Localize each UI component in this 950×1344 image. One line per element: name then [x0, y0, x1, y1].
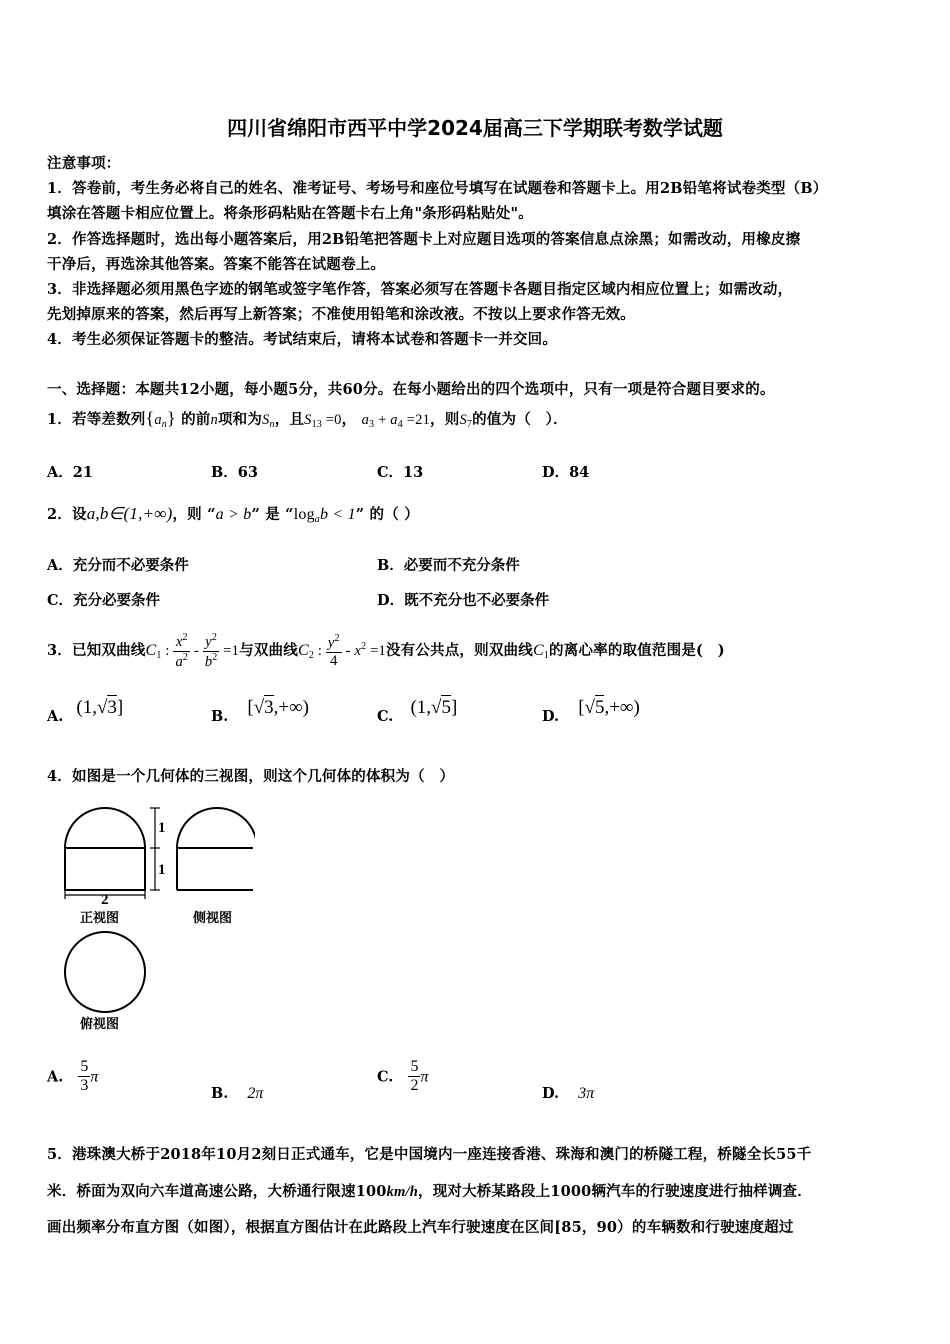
- q3-x: x: [175, 633, 183, 650]
- q1-option-d[interactable]: D．84: [542, 464, 590, 481]
- q2-option-a[interactable]: A．充分而不必要条件: [47, 557, 189, 574]
- q1-text: 的值为（ ）．: [472, 411, 568, 428]
- q3-c-open: (1,: [410, 697, 432, 718]
- side-view: [177, 808, 255, 890]
- notice-heading: 注意事项：: [47, 155, 121, 172]
- q4-c-pi: π: [420, 1068, 429, 1086]
- q3-d-rad: 5: [594, 697, 605, 718]
- q1-seq-sub: n: [161, 419, 167, 430]
- q2-text: ” 是 “: [251, 506, 294, 523]
- q3-frac-y: [203, 632, 220, 670]
- q4-b-value: 2π: [247, 1085, 264, 1102]
- q3-eq1: =1: [366, 643, 386, 659]
- q5-text: ，现对大桥某路段上1000辆汽车的行驶速度进行抽样调查．: [418, 1183, 812, 1200]
- q3-a-open: (1,: [76, 697, 97, 718]
- q1-a3-sub: 3: [369, 419, 375, 430]
- q3-option-d[interactable]: D. [√5,+∞): [542, 697, 640, 725]
- q3-sq: 2: [361, 641, 367, 652]
- question-2: [47, 503, 419, 525]
- option-label: B.: [211, 1085, 229, 1102]
- dim-label: 2: [101, 892, 109, 908]
- option-label: D.: [542, 708, 560, 725]
- q1-n: n: [210, 412, 218, 428]
- q3-d-close: ,+∞): [604, 697, 640, 718]
- q2-log: log: [293, 506, 315, 523]
- question-1: 1．若等差数列$\{a_n\}$ 的前n项和为$S_n$，且$S_{13} =0$， $a_3 + a_4 =21$，则$S_7$的值为（ ）．: [47, 408, 568, 430]
- q3-sq: 2: [182, 651, 189, 663]
- q3-a-close: ]: [116, 697, 124, 718]
- q3-sq: 2: [182, 631, 188, 643]
- q1-s7: S: [459, 412, 467, 428]
- q3-x: x: [354, 643, 362, 659]
- top-view-label: 俯视图: [80, 1017, 120, 1032]
- q3-d-open: [: [578, 697, 585, 718]
- option-label: C.: [377, 708, 394, 725]
- dim-label: 1: [158, 820, 166, 836]
- q4-option-b[interactable]: [211, 1083, 263, 1103]
- q4-c-den: 2: [410, 1077, 419, 1095]
- q2-log-sub: a: [314, 514, 320, 525]
- question-5-line: 画出频率分布直方图（如图），根据直方图估计在此路段上汽车行驶速度在区间[85，90）的车辆数和行驶速度超过: [47, 1219, 794, 1236]
- q4-a-den: 3: [80, 1077, 89, 1095]
- q3-b-open: [: [247, 697, 254, 718]
- q4-d-value: 3π: [578, 1085, 595, 1102]
- q2-option-b[interactable]: B．必要而不充分条件: [377, 557, 520, 574]
- q3-sq: 2: [211, 631, 218, 643]
- notice-line: 4．考生必须保证答题卡的整洁。考试结束后，请将本试卷和答题卡一并交回。: [47, 331, 558, 348]
- section-heading: 一、选择题：本题共12小题，每小题5分，共60分。在每小题给出的四个选项中，只有一项是符合题目要求的。: [47, 381, 775, 398]
- notice-line: 2．作答选择题时，选出每小题答案后，用2B铅笔把答题卡上对应题目选项的答案信息点涂黑；如需改动，用橡皮擦: [47, 231, 801, 248]
- notice-line: 填涂在答题卡相应位置上。将条形码粘贴在答题卡右上角"条形码粘贴处"。: [47, 205, 533, 222]
- q4-a-pi: π: [90, 1068, 99, 1086]
- q4-a-frac: [78, 1058, 90, 1096]
- q3-option-c[interactable]: C. (1,√5]: [377, 697, 458, 725]
- q1-s: S: [262, 412, 270, 428]
- q1-s-sub: n: [269, 419, 275, 430]
- q1-text: 1．若等差数列: [47, 411, 146, 428]
- q3-c1: C: [145, 642, 157, 659]
- q1-plus: +: [374, 412, 391, 428]
- q1-option-a[interactable]: A．21: [47, 464, 93, 481]
- option-label: A.: [47, 1068, 64, 1086]
- q3-c1-sub: 1: [156, 650, 162, 661]
- q3-b-rad: 3: [264, 697, 274, 718]
- option-label: B.: [211, 708, 229, 725]
- page-title: 四川省绵阳市西平中学2024届高三下学期联考数学试题: [227, 116, 723, 140]
- q3-c-rad: 5: [441, 697, 451, 718]
- q3-text: 3．已知双曲线: [47, 642, 146, 659]
- q4-a-num: 5: [80, 1058, 89, 1075]
- q2-cond: a,b∈(1,+∞): [86, 504, 173, 523]
- q4-c-frac: [408, 1058, 420, 1096]
- q3-colon: :: [314, 643, 326, 659]
- front-view: [65, 808, 160, 899]
- q1-a4-sub: 4: [397, 419, 403, 430]
- q4-option-d[interactable]: [542, 1083, 594, 1103]
- q3-c1b-sub: 1: [543, 650, 550, 661]
- q1-text: 项和为: [217, 411, 263, 428]
- three-view-figure: [55, 800, 255, 1040]
- q4-option-a[interactable]: [47, 1058, 98, 1096]
- notice-line: 1．答卷前，考生务必将自己的姓名、准考证号、考场号和座位号填写在试题卷和答题卡上。用2B铅笔将试卷类型（B）: [47, 180, 828, 197]
- notice-line: 先划掉原来的答案，然后再写上新答案；不准使用铅笔和涂改液。不按以上要求作答无效。: [47, 306, 635, 323]
- q2-text: ” 的（ ）: [355, 506, 419, 523]
- q3-sq: 2: [212, 651, 218, 663]
- notice-line: 3．非选择题必须用黑色字迹的钢笔或签字笔作答，答案必须写在答题卡各题目指定区域内相应位置上；如需改动，: [47, 281, 793, 298]
- top-view: [65, 932, 145, 1012]
- q2-text: 2．设: [47, 506, 87, 523]
- q3-a: a: [175, 653, 183, 670]
- q2-log-rest: b < 1: [319, 506, 356, 523]
- option-label: A.: [47, 708, 64, 725]
- notice-line: 干净后，再选涂其他答案。答案不能答在试题卷上。: [47, 256, 386, 273]
- q1-option-c[interactable]: C．13: [377, 464, 424, 481]
- q2-rel: a > b: [215, 506, 252, 523]
- question-3: [47, 626, 725, 677]
- q2-option-d[interactable]: D．既不充分也不必要条件: [377, 592, 550, 609]
- option-label: D.: [542, 1085, 560, 1102]
- q1-s13-sub: 13: [311, 419, 322, 430]
- option-label: C.: [377, 1068, 394, 1086]
- dim-label: 1: [158, 862, 166, 878]
- q1-seq: a: [154, 412, 162, 428]
- q3-minus: -: [341, 643, 355, 659]
- q3-minus: -: [190, 643, 203, 659]
- q3-y: y: [327, 634, 335, 651]
- q1-a4: a: [390, 412, 398, 428]
- side-view-label: 侧视图: [193, 911, 233, 926]
- q1-eq21: =21: [402, 412, 431, 428]
- q3-sq: 2: [334, 632, 340, 644]
- q3-eq1: =1: [219, 643, 240, 659]
- q3-colon: :: [161, 643, 174, 659]
- q1-a3: a: [361, 412, 370, 428]
- q5-unit: km/h: [386, 1184, 418, 1200]
- q3-text: 没有公共点，则双曲线: [385, 642, 533, 659]
- q3-option-b[interactable]: B. [√3,+∞): [211, 697, 310, 725]
- q2-option-c[interactable]: C．充分必要条件: [47, 592, 161, 609]
- q3-four: 4: [330, 652, 338, 669]
- q3-c-close: ]: [450, 697, 458, 718]
- q3-frac-x: [173, 632, 190, 670]
- q3-b-close: ,+∞): [273, 697, 310, 718]
- q1-text: ，: [341, 411, 357, 428]
- q3-b: b: [204, 653, 213, 670]
- q3-c1b: C: [532, 642, 544, 659]
- q3-c2-sub: 2: [308, 650, 315, 661]
- q4-c-num: 5: [410, 1058, 419, 1075]
- q4-option-c[interactable]: [377, 1058, 428, 1096]
- q3-option-a[interactable]: A. (1,√3]: [47, 697, 124, 725]
- q1-text: ，且: [274, 411, 305, 428]
- question-5-line: 5．港珠澳大桥于2018年10月2刻日正式通车，它是中国境内一座连接香港、珠海和澳门的桥隧工程，桥隧全长55千: [47, 1146, 812, 1163]
- q3-text: 与双曲线: [239, 642, 298, 659]
- q1-eq0: =0: [321, 412, 342, 428]
- q3-text: 的离心率的取值范围是( ): [549, 642, 725, 659]
- q1-s7-sub: 7: [466, 419, 473, 430]
- q1-text: ，则: [430, 411, 460, 428]
- q2-text: ，则 “: [172, 506, 216, 523]
- question-5-line: [47, 1180, 812, 1201]
- q3-a-rad: 3: [107, 697, 117, 718]
- q1-s13: S: [304, 412, 312, 428]
- question-4: 4．如图是一个几何体的三视图，则这个几何体的体积为（ ）: [47, 768, 455, 785]
- q1-text: 的前: [181, 411, 211, 428]
- q3-c2: C: [297, 642, 309, 659]
- front-view-label: 正视图: [80, 911, 120, 926]
- q5-text: 米．桥面为双向六车道高速公路，大桥通行限速100: [47, 1183, 387, 1200]
- q3-y: y: [205, 633, 212, 650]
- q3-frac-y4: [326, 633, 342, 669]
- q1-option-b[interactable]: B．63: [211, 464, 258, 481]
